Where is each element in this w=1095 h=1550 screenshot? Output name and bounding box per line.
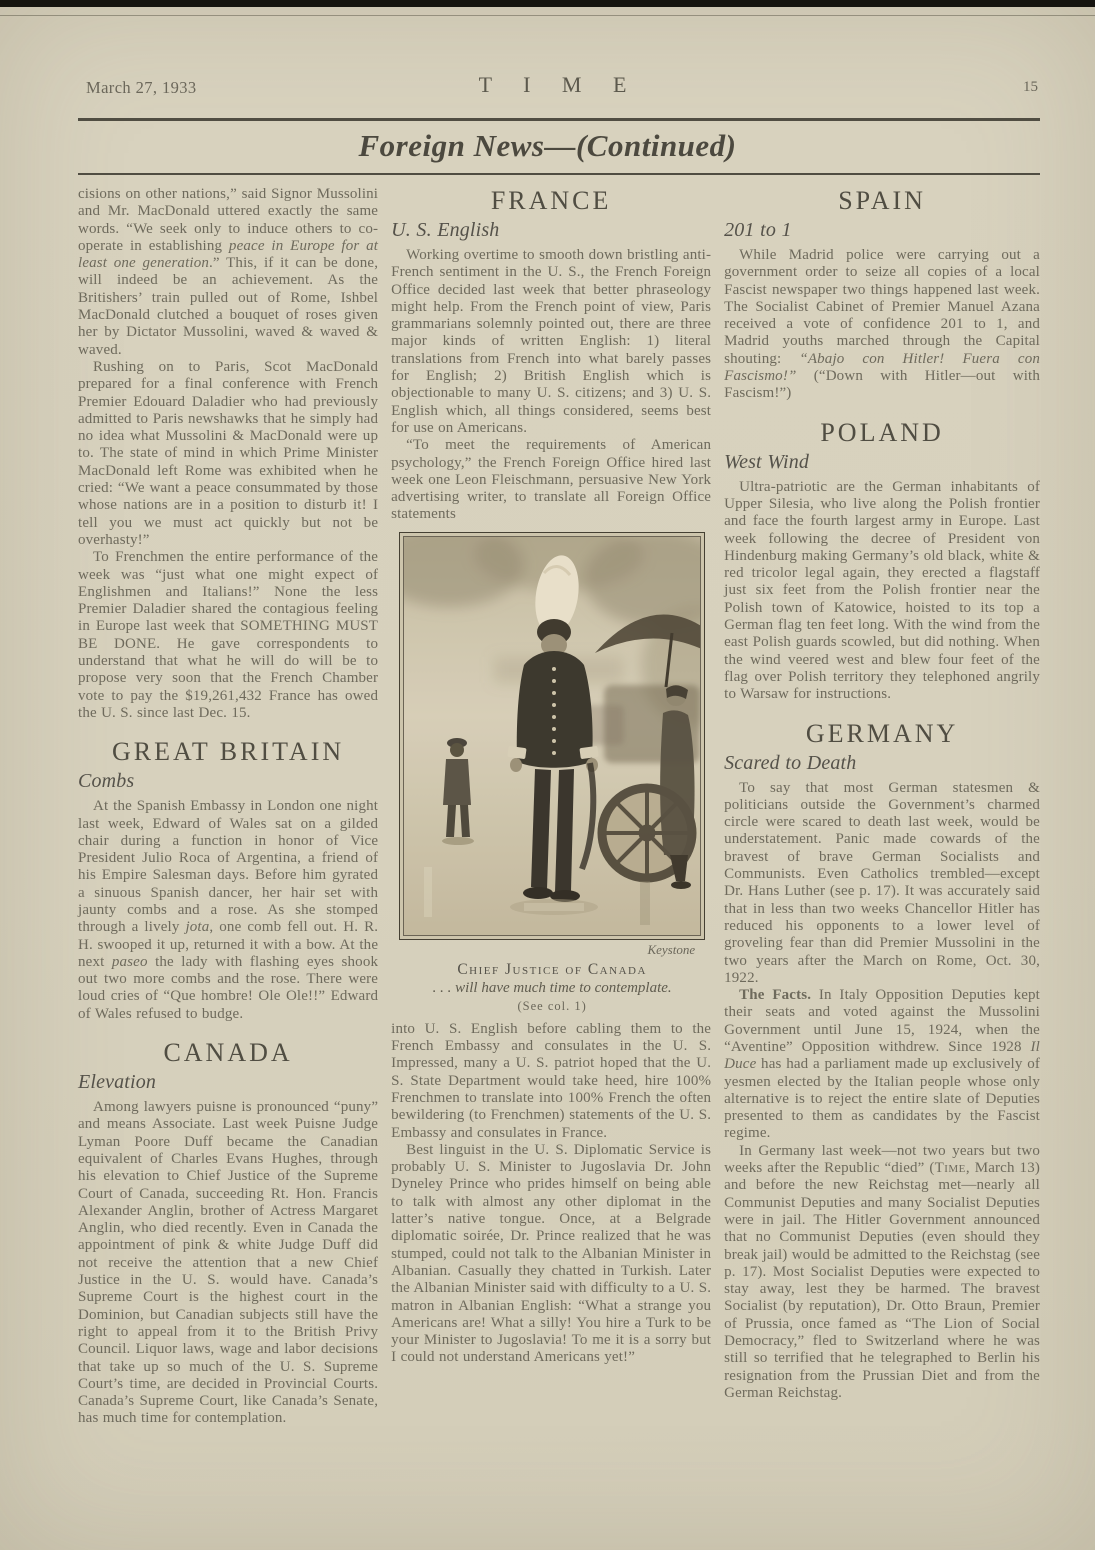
paragraph: Among lawyers puisne is pronounced “puny” and means Associate. Last week Puisne Judge Lyman Poore Duff became the Canadian equivalent of Charles Evans Hughes, through his elevation to Chief Justice of the Supreme Court of Canada, succeeding Rt. Hon. Francis Alexander Anglin, brother of Actress Margaret Anglin, who died recently. Even in Canada the appointment of pink & white Judge Duff did not receive the attention that a new Chief Justice in the U. S. would have. Canada’s Supreme Court is the highest court in the Dominion, but Canadian subjects still have the right to appeal from it to the British Privy Council. Liquor laws, wage and labor decisions that take up so much of the U. S. Supreme Court’s time, are decided in Provincial Courts. Canada’s Supreme Court, like Canada’s Senate, has much time for contemplation. [78, 1099, 379, 1427]
chief-justice-photo [399, 532, 705, 940]
paragraph: cisions on other nations,” said Signor Mussolini and Mr. MacDonald uttered exactly the same words. “We seek only to induce others to co-operate in establishing peace in Europe for at least one generation.” This, if it can be done, will indeed be an achievement. As the Britishers’ train pulled out of Rome, Ishbel MacDonald clutched a bouquet of roses given her by Dictator Mussolini, waved & waved & waved. [78, 186, 379, 358]
article-columns [78, 186, 1040, 1428]
scan-edge-strip [0, 0, 1095, 7]
issue-date: March 27, 1933 [86, 78, 197, 97]
subhead-elevation: Elevation [78, 1071, 156, 1094]
paragraph: Best linguist in the U. S. Diplomatic Service is probably U. S. Minister to Jugoslavia Dr. John Dyneley Prince who prides himself on being able to talk with almost any other diplomat in the latter’s native tongue. Once, at a Belgrade diplomatic soirée, Dr. Prince realized that he was stumped, could not talk to the Albanian Minister in Albanian. Casually they chatted in Turkish. Later the Albanian Minister said with difficulty to a U. S. matron in Albanian English: “What a strange you Americans are! What a silly! You hire a Turk to be your Minister to Jugoslavia! To me it is a sorry but I could not understand Americans yet!” [391, 1141, 712, 1366]
masthead: T I M E [478, 72, 640, 97]
paragraph: into U. S. English before cabling them to the French Embassy and consulates in the U. S. Impressed, many a U. S. patriot hoped that the U. S. State Department would take heed, hire 100% Frenchmen to translate into 100% French the often bewildering (to Frenchmen) statements of the U. S. Embassy and consulates in France. [391, 1020, 712, 1141]
heading-spain: SPAIN [838, 186, 926, 215]
header-rule-bottom [78, 173, 1040, 175]
photo-caption-title: Chief Justice of Canada [457, 960, 647, 978]
paragraph: To Frenchmen the entire performance of the week was “just what one might expect of Englishmen and Italians!” None the less Premier Daladier shared the contagious feeling in Europe last week that SOMETHING MUST BE DONE. He gave correspondents to understand that what he will do will be to propose very soon that the French Chamber vote to pay the $19,261,432 France has owed the U. S. since last Dec. 15. [78, 549, 379, 721]
column-3 [724, 186, 1040, 1428]
photo-credit: Keystone [647, 941, 696, 957]
photo-illustration [403, 536, 701, 936]
paragraph: Ultra-patriotic are the German inhabitants of Upper Silesia, who live along the Polish frontier and face the fourth largest army in Europe. Last week following the decree of President von Hindenburg making Germany’s old black, white & red tricolor legal again, they erected a flagstaff just six feet from the Polish frontier near the Polish town of Katowice, hoisted to its top a German flag ten feet long. With the wind from the east Polish guards scowled, but did nothing. When the wind veered west and blew four feet of the flag over Polish territory they telephoned angrily to Warsaw for instructions. [724, 478, 1040, 703]
paragraph: In Germany last week—not two years but two weeks after the Republic “died” (Time, March 13) and before the new Reichstag met—nearly all Communist Deputies and many Socialist Deputies were in jail. The Hitler Government announced that no Communist Deputies (even should they break jail) would be admitted to the Reichstag (see p. 17). Most Socialist Deputies were expected to stay away, lest they be harmed. The bravest Socialist (by reputation), Dr. Otto Braun, Premier of Prussia, once famed as “The Lion of Social Democracy,” fled to Switzerland where he was still so terrified that he telegraphed to Berlin his resignation from the Prussian Diet and from the German Reichstag. [724, 1142, 1040, 1401]
heading-france: FRANCE [490, 186, 612, 215]
photo-block [399, 532, 705, 1015]
heading-great-britain: GREAT BRITAIN [111, 737, 345, 767]
subhead-201-to-1: 201 to 1 [724, 219, 792, 241]
paragraph: Rushing on to Paris, Scot MacDonald prepared for a final conference with French Premier Edouard Daladier who had previously admitted to Paris newshawks that he simply had no idea what Mussolini & MacDonald were up to. The state of mind in which Prime Minister MacDonald left Rome was exhibited when he cried: “We want a peace consummated by those whose nations are in a position to disturb it! I tell you we must act quickly but not be overhasty!” [78, 358, 379, 548]
subhead-west-wind: West Wind [724, 450, 810, 473]
header-rule-top [78, 118, 1040, 121]
page-number: 15 [1023, 79, 1038, 95]
page-header [78, 72, 1040, 106]
column-1 [78, 186, 378, 1428]
photo-caption-note: (See col. 1) [517, 998, 587, 1013]
section-title: Foreign News—(Continued) [358, 128, 737, 163]
heading-canada: CANADA [163, 1038, 293, 1068]
subhead-scared-to-death: Scared to Death [724, 751, 857, 774]
heading-poland: POLAND [820, 417, 944, 447]
paragraph: “To meet the requirements of American psychology,” the French Foreign Office hired last week one Leon Fleischmann, persuasive New York advertising writer, to translate all Foreign Office statements [391, 437, 712, 523]
subhead-combs: Combs [78, 770, 135, 793]
paragraph: To say that most German statesmen & politicians outside the Government’s charmed circle were scared to death last week, would be understatement. Panic made cowards of the bravest of brave German Socialists and Communists. Even Catholics trembled—except Dr. Hans Luther (see p. 17). It was accurately said that in less than two weeks Chancellor Hitler has reduced his opponents to a lower level of groveling fear than did Premier Mussolini in the two years after the March on Rome, Oct. 30, 1922. [724, 779, 1040, 986]
paragraph: While Madrid police were carrying out a government order to seize all copies of a local Fascist newspaper two things happened last week. The Socialist Cabinet of Premier Manuel Azana received a vote of confidence 201 to 1, and Madrid youths marched through the Capital shouting: “Abajo con Hitler! Fuera con Fascismo!” (“Down with Hitler—out with Fascism!”) [724, 247, 1040, 402]
paragraph: The Facts. In Italy Opposition Deputies kept their seats and voted against the Mussolini Government until June 15, 1924, when the “Aventine” Opposition withdrew. Since 1928 Il Duce has had a parliament made up exclusively of yesmen elected by the Italian people whose only alternative is to reject the entire slate of Deputies presented to them as candidates by the Fascist regime. [724, 987, 1041, 1142]
page-edge-line [0, 15, 1095, 16]
paragraph: Working overtime to smooth down bristling anti-French sentiment in the U. S., the French Foreign Office decided last week that better phraseology might help. From the French point of view, Paris grammarians solemnly pointed out, there are three major kinds of written English: 1) literal translations from French into what barely passes for English; 2) British English which is objectionable to many U. S. citizens; and 3) U. S. English which, all things considered, seems best for use on Americans. [391, 247, 712, 436]
heading-germany: GERMANY [805, 718, 959, 748]
column-2 [391, 186, 711, 1428]
photo-caption-line: . . . will have much time to contemplate. [432, 979, 672, 996]
subhead-us-english: U. S. English [391, 219, 500, 241]
paragraph: At the Spanish Embassy in London one night last week, Edward of Wales sat on a gilded chair during a function in honor of Vice President Julio Roca of Argentina, a friend of his Empire Salesman days. Before him gyrated a sinuous Spanish dancer, her hair set with jaunty combs and a rose. As she stomped through a lively jota, one comb fell out. H. R. H. swooped it up, returned it with a bow. At the next paseo the lady with flashing eyes shook out two more combs and the rose. There were loud cries of “Que hombre! Ole Ole!!” Edward of Wales refused to budge. [78, 798, 379, 1022]
